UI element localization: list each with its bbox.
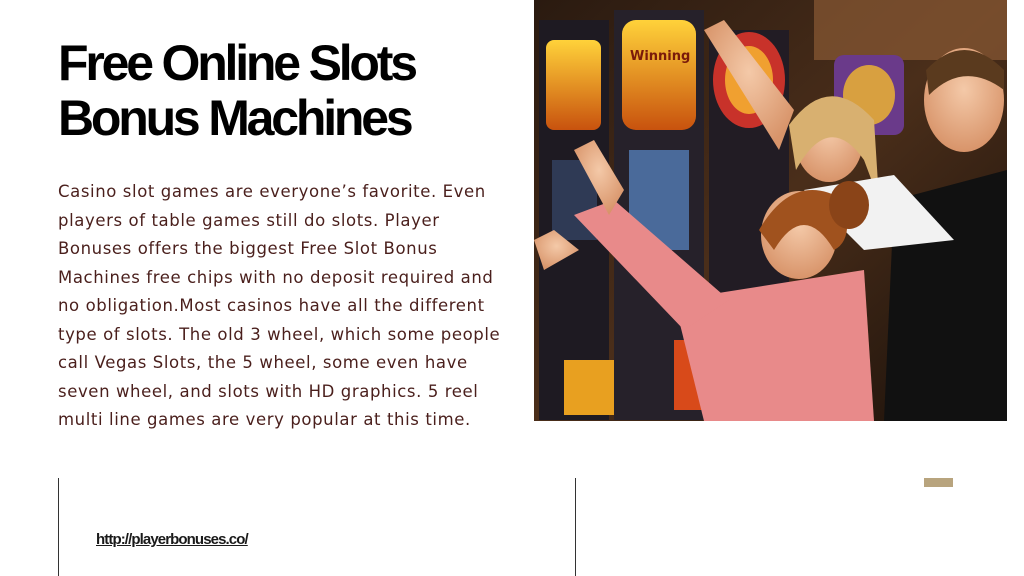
title-line-1: Free Online Slots — [58, 35, 415, 91]
right-vertical-divider — [575, 478, 576, 576]
title-line-2: Bonus Machines — [58, 90, 411, 146]
slide-body-text: Casino slot games are everyone’s favorite. Even players of table games still do slots. Player Bonuses offers the biggest Free Slot Bonus Machines free chips with no deposit required and no obligation.Most casinos have all the different type of slots. The old 3 wheel, which some people call Vegas Slots, the 5 wheel, some even have seven wheel, and slots with HD graphics. 5 reel multi line games are very popular at this time. — [58, 182, 501, 429]
website-link[interactable]: http://playerbonuses.co/ — [96, 531, 248, 548]
accent-bar — [924, 478, 953, 487]
casino-players-photo — [534, 0, 1007, 421]
svg-text:Winning: Winning — [630, 49, 691, 64]
left-vertical-divider — [58, 478, 59, 576]
slide-title — [58, 36, 528, 146]
